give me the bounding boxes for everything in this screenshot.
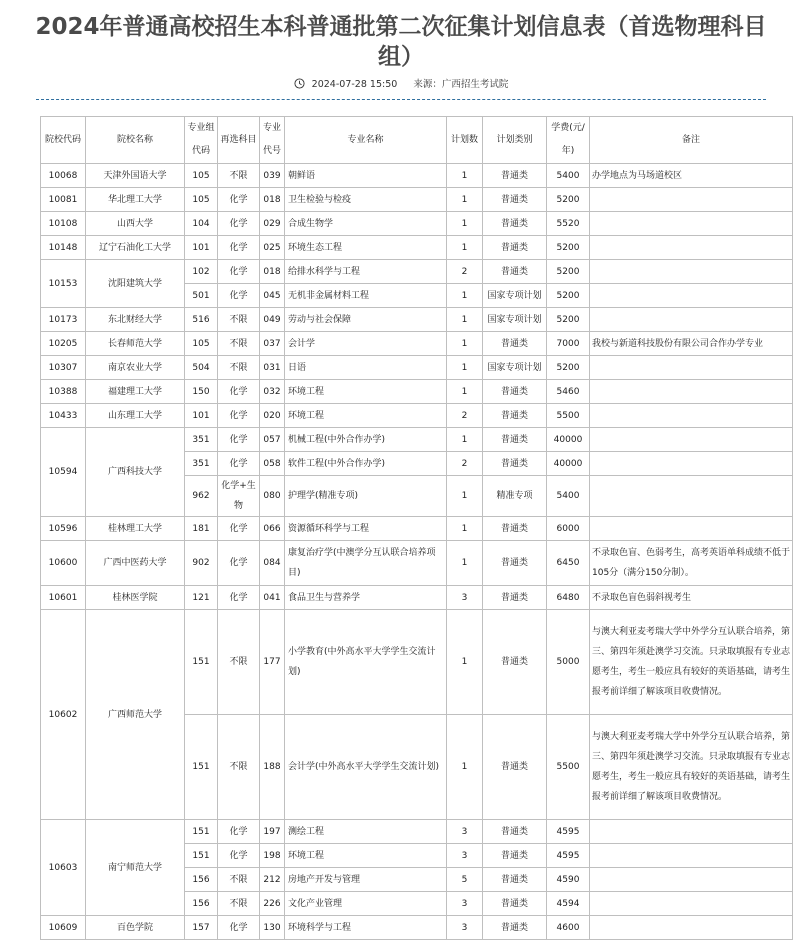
group-code-cell: 151 <box>185 820 218 844</box>
header-tuition: 学费(元/年) <box>547 117 590 164</box>
group-code-cell: 150 <box>185 380 218 404</box>
school-name-cell: 东北财经大学 <box>86 308 185 332</box>
plan-count-cell: 3 <box>447 844 483 868</box>
major-code-cell: 226 <box>260 892 285 916</box>
group-code-cell: 101 <box>185 404 218 428</box>
major-name-cell: 会计学 <box>285 332 447 356</box>
subject-requirement-cell: 化学 <box>218 188 260 212</box>
subject-requirement-cell: 化学 <box>218 284 260 308</box>
plan-count-cell: 1 <box>447 212 483 236</box>
plan-type-cell: 普通类 <box>483 541 547 586</box>
note-cell <box>590 404 793 428</box>
school-name-cell: 长春师范大学 <box>86 332 185 356</box>
note-cell <box>590 284 793 308</box>
table-row <box>41 380 793 404</box>
tuition-cell: 4595 <box>547 844 590 868</box>
major-name-cell: 房地产开发与管理 <box>285 868 447 892</box>
plan-count-cell: 3 <box>447 916 483 940</box>
major-code-cell: 197 <box>260 820 285 844</box>
major-name-cell: 机械工程(中外合作办学) <box>285 428 447 452</box>
tuition-cell: 6450 <box>547 541 590 586</box>
plan-count-cell: 1 <box>447 610 483 715</box>
note-cell <box>590 820 793 844</box>
note-cell: 与澳大利亚麦考瑞大学中外学分互认联合培养，第三、第四年须赴澳学习交流。只录取填报有专业志愿考生，考生一般应具有较好的英语基础，请考生报考前详细了解该项目收费情况。 <box>590 715 793 820</box>
tuition-cell: 5200 <box>547 260 590 284</box>
subject-requirement-cell: 不限 <box>218 868 260 892</box>
tuition-cell: 7000 <box>547 332 590 356</box>
plan-type-cell: 国家专项计划 <box>483 308 547 332</box>
school-code-cell: 10602 <box>41 610 86 820</box>
major-code-cell: 039 <box>260 164 285 188</box>
plan-count-cell: 1 <box>447 332 483 356</box>
note-cell: 我校与新道科技股份有限公司合作办学专业 <box>590 332 793 356</box>
header-school-code: 院校代码 <box>41 117 86 164</box>
plan-type-cell: 普通类 <box>483 380 547 404</box>
major-name-cell: 会计学(中外高水平大学学生交流计划) <box>285 715 447 820</box>
plan-count-cell: 2 <box>447 404 483 428</box>
plan-count-cell: 1 <box>447 541 483 586</box>
tuition-cell: 5000 <box>547 610 590 715</box>
subject-requirement-cell: 不限 <box>218 892 260 916</box>
note-cell <box>590 356 793 380</box>
subject-requirement-cell: 不限 <box>218 164 260 188</box>
school-name-cell: 广西师范大学 <box>86 610 185 820</box>
plan-type-cell: 普通类 <box>483 404 547 428</box>
subject-requirement-cell: 化学 <box>218 541 260 586</box>
subject-requirement-cell: 化学 <box>218 517 260 541</box>
major-code-cell: 041 <box>260 586 285 610</box>
group-code-cell: 105 <box>185 332 218 356</box>
header-major-name: 专业名称 <box>285 117 447 164</box>
major-name-cell: 劳动与社会保障 <box>285 308 447 332</box>
note-cell: 办学地点为马场道校区 <box>590 164 793 188</box>
subject-requirement-cell: 不限 <box>218 715 260 820</box>
plan-count-cell: 1 <box>447 356 483 380</box>
school-code-cell: 10081 <box>41 188 86 212</box>
plan-type-cell: 普通类 <box>483 916 547 940</box>
major-code-cell: 025 <box>260 236 285 260</box>
plan-type-cell: 普通类 <box>483 428 547 452</box>
plan-count-cell: 1 <box>447 476 483 517</box>
table-row <box>41 356 793 380</box>
header-plan-type: 计划类别 <box>483 117 547 164</box>
school-code-cell: 10173 <box>41 308 86 332</box>
school-name-cell: 桂林医学院 <box>86 586 185 610</box>
major-code-cell: 037 <box>260 332 285 356</box>
note-cell: 不录取色盲、色弱考生，高考英语单科成绩不低于105分（满分150分制）。 <box>590 541 793 586</box>
plan-type-cell: 普通类 <box>483 260 547 284</box>
plan-count-cell: 1 <box>447 188 483 212</box>
group-code-cell: 504 <box>185 356 218 380</box>
table-row <box>41 164 793 188</box>
major-code-cell: 066 <box>260 517 285 541</box>
major-name-cell: 环境科学与工程 <box>285 916 447 940</box>
note-cell <box>590 212 793 236</box>
note-cell <box>590 868 793 892</box>
major-code-cell: 045 <box>260 284 285 308</box>
major-name-cell: 软件工程(中外合作办学) <box>285 452 447 476</box>
major-code-cell: 018 <box>260 188 285 212</box>
note-cell: 不录取色盲色弱斜视考生 <box>590 586 793 610</box>
major-name-cell: 合成生物学 <box>285 212 447 236</box>
school-name-cell: 福建理工大学 <box>86 380 185 404</box>
plan-type-cell: 普通类 <box>483 332 547 356</box>
table-row <box>41 404 793 428</box>
note-cell <box>590 308 793 332</box>
plan-count-cell: 3 <box>447 892 483 916</box>
header-subject-requirement: 再选科目 <box>218 117 260 164</box>
school-name-cell: 南京农业大学 <box>86 356 185 380</box>
plan-type-cell: 普通类 <box>483 610 547 715</box>
major-name-cell: 无机非金属材料工程 <box>285 284 447 308</box>
tuition-cell: 40000 <box>547 428 590 452</box>
group-code-cell: 902 <box>185 541 218 586</box>
header-school-name: 院校名称 <box>86 117 185 164</box>
subject-requirement-cell: 化学 <box>218 586 260 610</box>
major-code-cell: 130 <box>260 916 285 940</box>
major-code-cell: 058 <box>260 452 285 476</box>
plan-count-cell: 1 <box>447 284 483 308</box>
major-name-cell: 给排水科学与工程 <box>285 260 447 284</box>
school-code-cell: 10108 <box>41 212 86 236</box>
tuition-cell: 4600 <box>547 916 590 940</box>
subject-requirement-cell: 化学+生物 <box>218 476 260 517</box>
tuition-cell: 4594 <box>547 892 590 916</box>
table-row <box>41 428 793 452</box>
subject-requirement-cell: 化学 <box>218 212 260 236</box>
table-row <box>41 586 793 610</box>
table-row <box>41 610 793 715</box>
major-code-cell: 018 <box>260 260 285 284</box>
major-code-cell: 049 <box>260 308 285 332</box>
group-code-cell: 181 <box>185 517 218 541</box>
plan-type-cell: 普通类 <box>483 452 547 476</box>
table-row <box>41 541 793 586</box>
plan-count-cell: 1 <box>447 517 483 541</box>
tuition-cell: 5460 <box>547 380 590 404</box>
group-code-cell: 151 <box>185 844 218 868</box>
plan-type-cell: 普通类 <box>483 892 547 916</box>
school-code-cell: 10148 <box>41 236 86 260</box>
subject-requirement-cell: 化学 <box>218 428 260 452</box>
school-code-cell: 10601 <box>41 586 86 610</box>
tuition-cell: 6000 <box>547 517 590 541</box>
school-code-cell: 10205 <box>41 332 86 356</box>
school-code-cell: 10596 <box>41 517 86 541</box>
header-plan-count: 计划数 <box>447 117 483 164</box>
plan-type-cell: 普通类 <box>483 868 547 892</box>
plan-type-cell: 普通类 <box>483 164 547 188</box>
plan-count-cell: 2 <box>447 260 483 284</box>
school-name-cell: 天津外国语大学 <box>86 164 185 188</box>
major-name-cell: 环境工程 <box>285 404 447 428</box>
group-code-cell: 105 <box>185 164 218 188</box>
major-code-cell: 057 <box>260 428 285 452</box>
clock-icon <box>294 78 305 89</box>
major-code-cell: 198 <box>260 844 285 868</box>
school-name-cell: 百色学院 <box>86 916 185 940</box>
plan-type-cell: 普通类 <box>483 844 547 868</box>
subject-requirement-cell: 不限 <box>218 610 260 715</box>
article-source: 来源：广西招生考试院 <box>413 79 509 90</box>
school-name-cell: 山东理工大学 <box>86 404 185 428</box>
group-code-cell: 156 <box>185 868 218 892</box>
tuition-cell: 4595 <box>547 820 590 844</box>
tuition-cell: 4590 <box>547 868 590 892</box>
note-cell <box>590 188 793 212</box>
plan-count-cell: 1 <box>447 715 483 820</box>
school-code-cell: 10068 <box>41 164 86 188</box>
plan-count-cell: 3 <box>447 820 483 844</box>
table-row <box>41 188 793 212</box>
school-code-cell: 10609 <box>41 916 86 940</box>
group-code-cell: 962 <box>185 476 218 517</box>
plan-type-cell: 普通类 <box>483 586 547 610</box>
plan-type-cell: 普通类 <box>483 715 547 820</box>
subject-requirement-cell: 化学 <box>218 820 260 844</box>
note-cell <box>590 428 793 452</box>
group-code-cell: 351 <box>185 428 218 452</box>
major-name-cell: 日语 <box>285 356 447 380</box>
enrollment-plan-table <box>40 116 793 940</box>
group-code-cell: 501 <box>185 284 218 308</box>
group-code-cell: 351 <box>185 452 218 476</box>
table-row <box>41 916 793 940</box>
school-name-cell: 辽宁石油化工大学 <box>86 236 185 260</box>
group-code-cell: 156 <box>185 892 218 916</box>
tuition-cell: 5500 <box>547 715 590 820</box>
tuition-cell: 5520 <box>547 212 590 236</box>
major-name-cell: 护理学(精准专项) <box>285 476 447 517</box>
page-title: 2024年普通高校招生本科普通批第二次征集计划信息表（首选物理科目组） <box>35 14 767 70</box>
school-code-cell: 10594 <box>41 428 86 517</box>
table-row <box>41 236 793 260</box>
plan-type-cell: 普通类 <box>483 188 547 212</box>
subject-requirement-cell: 不限 <box>218 356 260 380</box>
table-row <box>41 308 793 332</box>
group-code-cell: 102 <box>185 260 218 284</box>
major-name-cell: 康复治疗学(中澳学分互认联合培养项目) <box>285 541 447 586</box>
major-name-cell: 小学教育(中外高水平大学学生交流计划) <box>285 610 447 715</box>
plan-count-cell: 2 <box>447 452 483 476</box>
plan-type-cell: 普通类 <box>483 236 547 260</box>
plan-count-cell: 1 <box>447 236 483 260</box>
tuition-cell: 5200 <box>547 236 590 260</box>
group-code-cell: 157 <box>185 916 218 940</box>
plan-type-cell: 国家专项计划 <box>483 356 547 380</box>
note-cell <box>590 844 793 868</box>
subject-requirement-cell: 不限 <box>218 332 260 356</box>
plan-type-cell: 普通类 <box>483 212 547 236</box>
table-row <box>41 820 793 844</box>
tuition-cell: 5200 <box>547 284 590 308</box>
tuition-cell: 5200 <box>547 356 590 380</box>
note-cell <box>590 260 793 284</box>
note-cell: 与澳大利亚麦考瑞大学中外学分互认联合培养，第三、第四年须赴澳学习交流。只录取填报有专业志愿考生，考生一般应具有较好的英语基础，请考生报考前详细了解该项目收费情况。 <box>590 610 793 715</box>
note-cell <box>590 892 793 916</box>
note-cell <box>590 452 793 476</box>
major-code-cell: 032 <box>260 380 285 404</box>
school-name-cell: 沈阳建筑大学 <box>86 260 185 308</box>
group-code-cell: 151 <box>185 715 218 820</box>
tuition-cell: 5500 <box>547 404 590 428</box>
subject-requirement-cell: 不限 <box>218 308 260 332</box>
group-code-cell: 101 <box>185 236 218 260</box>
plan-count-cell: 1 <box>447 164 483 188</box>
school-code-cell: 10600 <box>41 541 86 586</box>
subject-requirement-cell: 化学 <box>218 452 260 476</box>
major-code-cell: 031 <box>260 356 285 380</box>
tuition-cell: 6480 <box>547 586 590 610</box>
major-code-cell: 084 <box>260 541 285 586</box>
plan-count-cell: 1 <box>447 428 483 452</box>
tuition-cell: 5400 <box>547 164 590 188</box>
major-code-cell: 029 <box>260 212 285 236</box>
table-header-row <box>41 117 793 164</box>
major-code-cell: 212 <box>260 868 285 892</box>
group-code-cell: 516 <box>185 308 218 332</box>
table-row <box>41 332 793 356</box>
school-name-cell: 南宁师范大学 <box>86 820 185 916</box>
major-name-cell: 测绘工程 <box>285 820 447 844</box>
table-row <box>41 212 793 236</box>
table-row <box>41 260 793 284</box>
table-body <box>41 164 793 940</box>
publish-datetime: 2024-07-28 15:50 <box>311 79 398 90</box>
plan-count-cell: 3 <box>447 586 483 610</box>
major-name-cell: 环境工程 <box>285 844 447 868</box>
major-name-cell: 资源循环科学与工程 <box>285 517 447 541</box>
major-name-cell: 卫生检验与检疫 <box>285 188 447 212</box>
school-code-cell: 10153 <box>41 260 86 308</box>
note-cell <box>590 236 793 260</box>
plan-type-cell: 普通类 <box>483 517 547 541</box>
major-code-cell: 080 <box>260 476 285 517</box>
tuition-cell: 5200 <box>547 188 590 212</box>
school-name-cell: 华北理工大学 <box>86 188 185 212</box>
group-code-cell: 121 <box>185 586 218 610</box>
group-code-cell: 104 <box>185 212 218 236</box>
major-name-cell: 朝鲜语 <box>285 164 447 188</box>
title-divider <box>36 99 766 100</box>
tuition-cell: 5200 <box>547 308 590 332</box>
major-name-cell: 环境生态工程 <box>285 236 447 260</box>
school-code-cell: 10307 <box>41 356 86 380</box>
subject-requirement-cell: 化学 <box>218 260 260 284</box>
plan-count-cell: 1 <box>447 380 483 404</box>
plan-type-cell: 国家专项计划 <box>483 284 547 308</box>
note-cell <box>590 380 793 404</box>
subject-requirement-cell: 化学 <box>218 236 260 260</box>
plan-type-cell: 普通类 <box>483 820 547 844</box>
major-name-cell: 环境工程 <box>285 380 447 404</box>
school-code-cell: 10433 <box>41 404 86 428</box>
school-code-cell: 10603 <box>41 820 86 916</box>
note-cell <box>590 476 793 517</box>
plan-count-cell: 1 <box>447 308 483 332</box>
note-cell <box>590 517 793 541</box>
tuition-cell: 40000 <box>547 452 590 476</box>
article-meta <box>0 77 802 93</box>
tuition-cell: 5400 <box>547 476 590 517</box>
header-major-code: 专业代号 <box>260 117 285 164</box>
school-code-cell: 10388 <box>41 380 86 404</box>
subject-requirement-cell: 化学 <box>218 916 260 940</box>
note-cell <box>590 916 793 940</box>
major-name-cell: 文化产业管理 <box>285 892 447 916</box>
major-name-cell: 食品卫生与营养学 <box>285 586 447 610</box>
plan-count-cell: 5 <box>447 868 483 892</box>
subject-requirement-cell: 化学 <box>218 844 260 868</box>
header-note: 备注 <box>590 117 793 164</box>
major-code-cell: 020 <box>260 404 285 428</box>
major-code-cell: 177 <box>260 610 285 715</box>
subject-requirement-cell: 化学 <box>218 380 260 404</box>
group-code-cell: 105 <box>185 188 218 212</box>
plan-type-cell: 精准专项 <box>483 476 547 517</box>
major-code-cell: 188 <box>260 715 285 820</box>
subject-requirement-cell: 化学 <box>218 404 260 428</box>
school-name-cell: 山西大学 <box>86 212 185 236</box>
table-row <box>41 517 793 541</box>
group-code-cell: 151 <box>185 610 218 715</box>
header-group-code: 专业组代码 <box>185 117 218 164</box>
school-name-cell: 桂林理工大学 <box>86 517 185 541</box>
school-name-cell: 广西中医药大学 <box>86 541 185 586</box>
school-name-cell: 广西科技大学 <box>86 428 185 517</box>
